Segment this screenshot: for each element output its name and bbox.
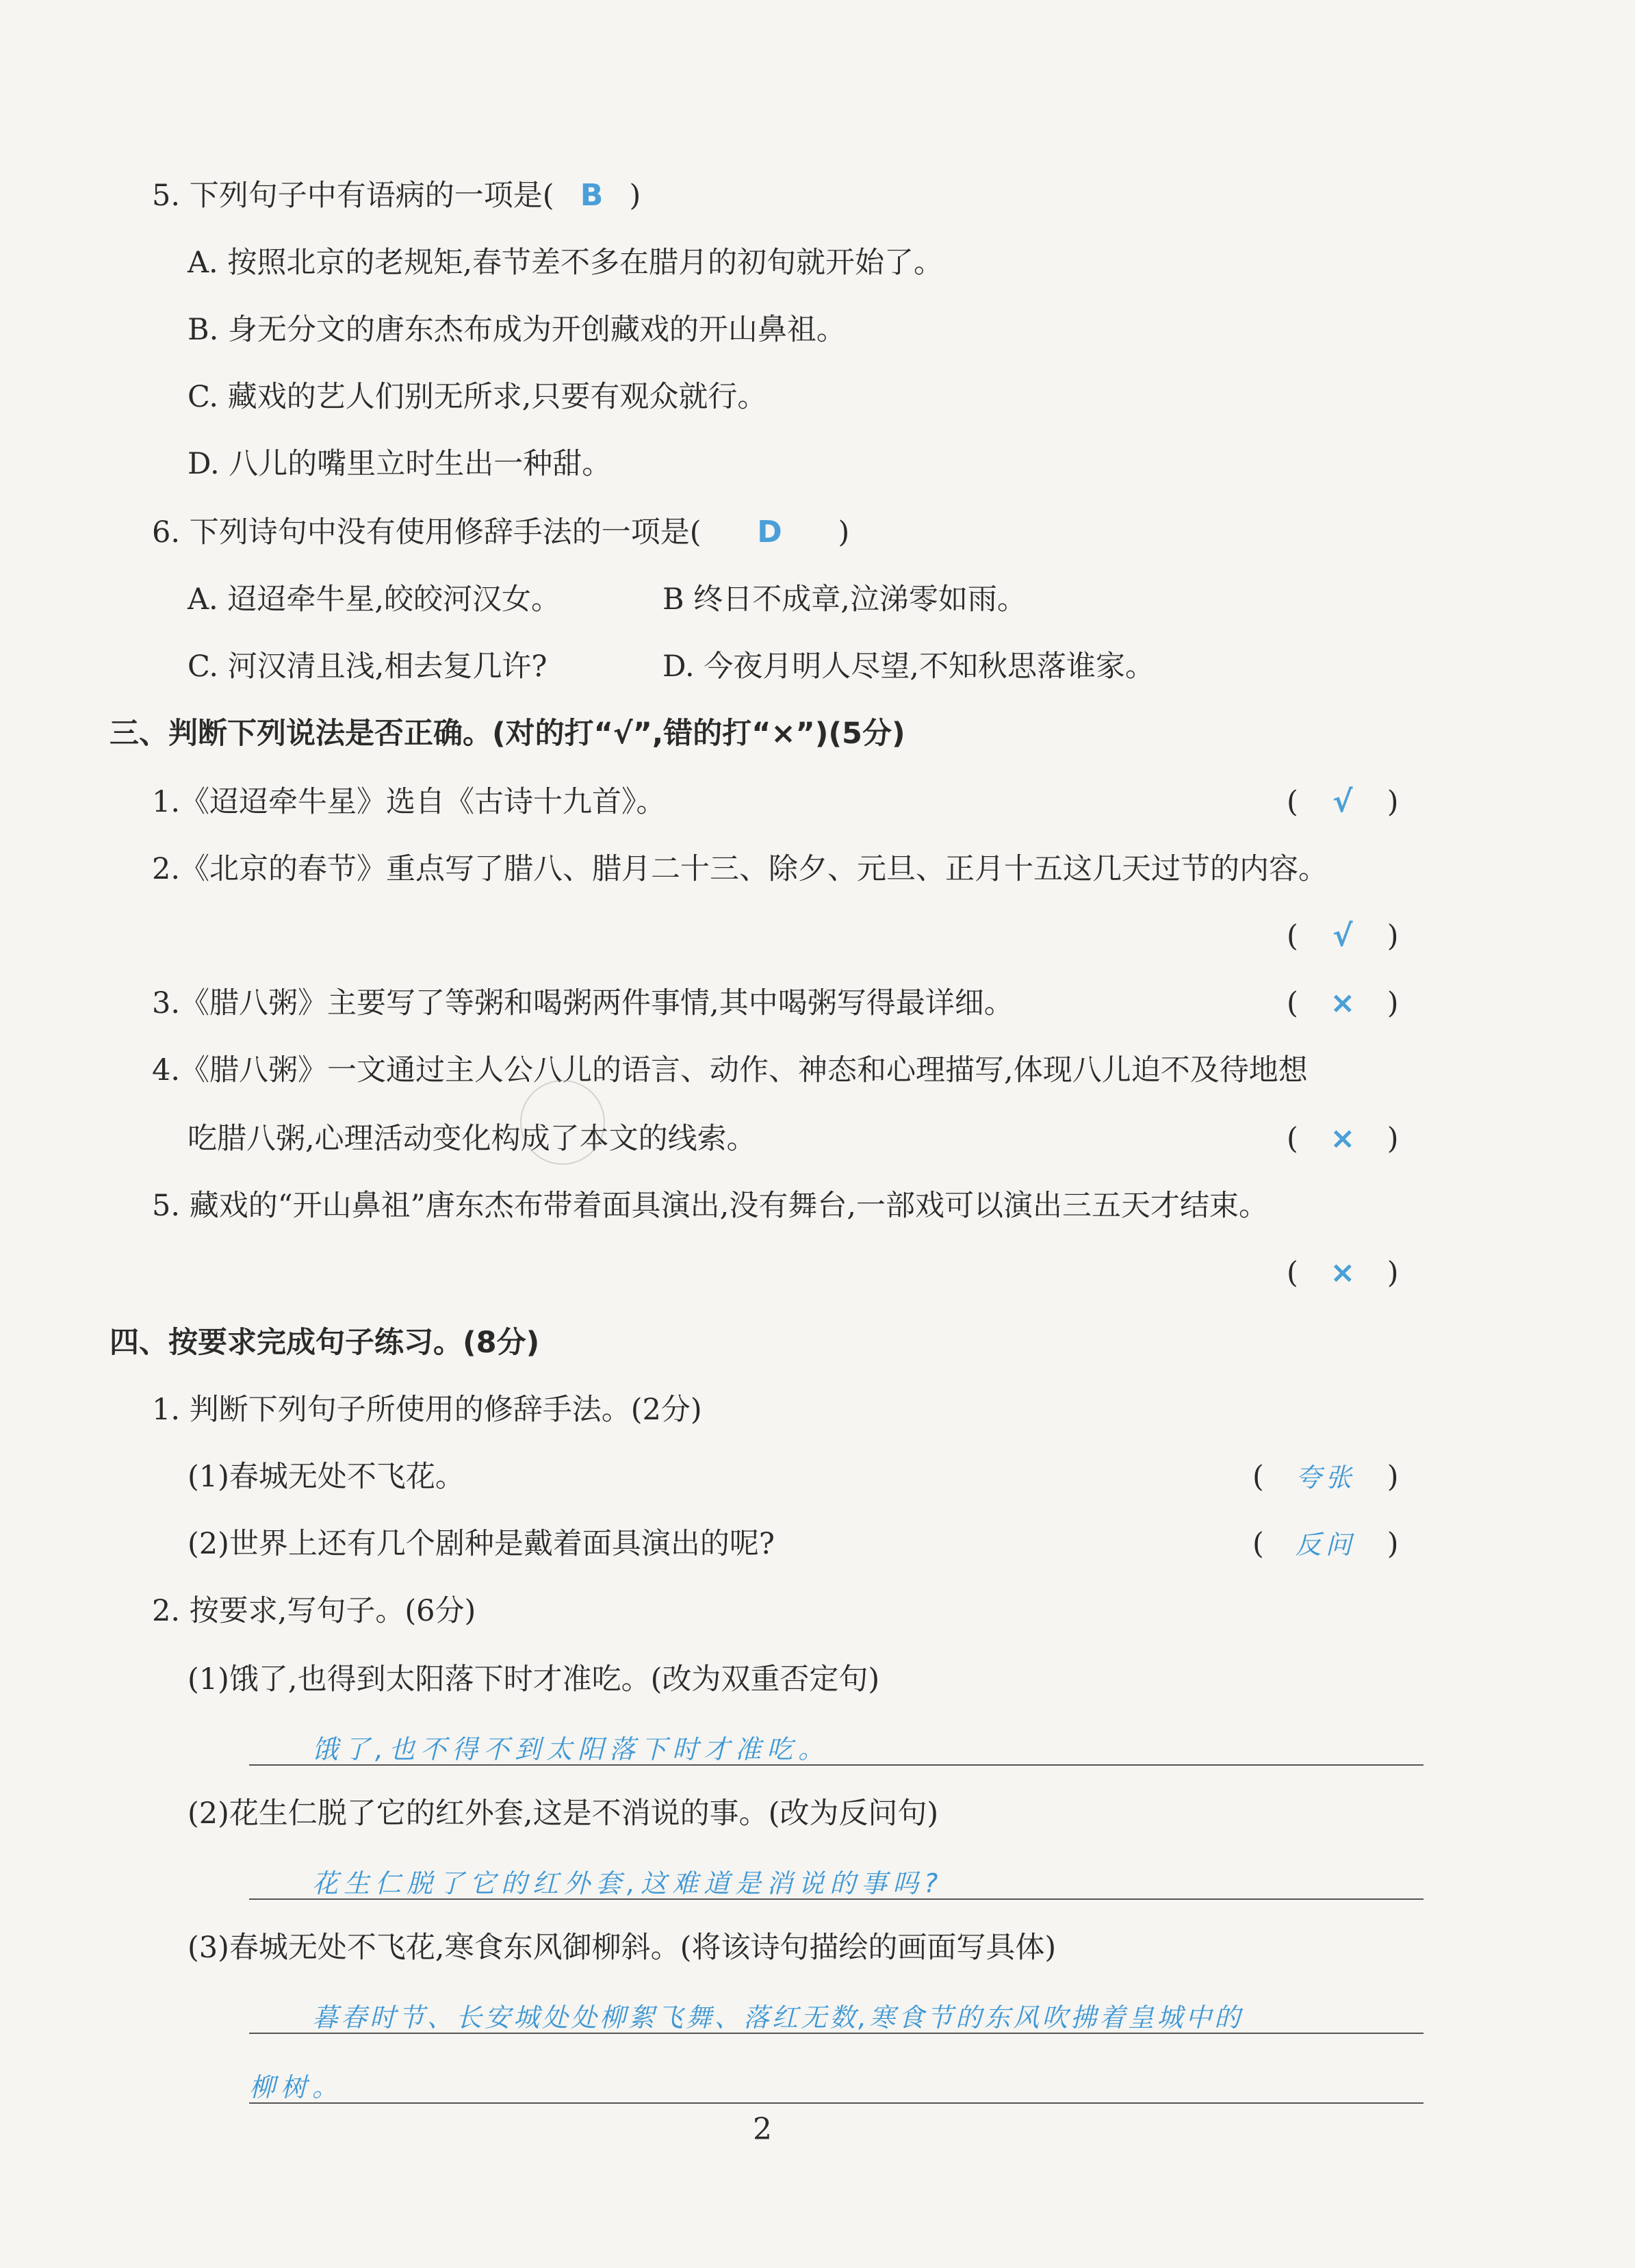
sec3-item-4-cont: 吃腊八粥,心理活动变化构成了本文的线索。 <box>188 1122 756 1156</box>
sec3-item-2-mark: √ <box>1333 918 1353 953</box>
sec3-item-1-answer-box: ( √ ) <box>1287 782 1399 823</box>
answer-line-2 <box>249 1898 1424 1900</box>
sec4-p2-sentence-1: (1)饿了,也得到太阳落下时才准吃。(改为双重否定句) <box>188 1662 880 1697</box>
section-3-title: 三、判断下列说法是否正确。(对的打“√”,错的打“×”)(5分) <box>110 717 905 751</box>
answer-line-1 <box>249 1764 1424 1766</box>
sec3-item-5-mark: × <box>1330 1255 1356 1290</box>
section-4-title: 四、按要求完成句子练习。(8分) <box>110 1326 540 1360</box>
sec3-item-1: 1.《迢迢牵牛星》选自《古诗十九首》。 <box>152 785 666 819</box>
sec3-item-1-mark: √ <box>1333 784 1353 819</box>
sec4-p1-answer-1-box: ( 夸张 ) <box>1252 1456 1399 1498</box>
sec3-item-5-answer-box: ( × ) <box>1287 1252 1399 1293</box>
q5-option-a: A. 按照北京的老规矩,春节差不多在腊月的初旬就开始了。 <box>188 246 944 280</box>
sec4-p2-sentence-3: (3)春城无处不飞花,寒食东风御柳斜。(将该诗句描绘的画面写具体) <box>188 1931 1057 1965</box>
q5-option-d: D. 八儿的嘴里立时生出一种甜。 <box>188 447 612 481</box>
sec3-item-2-answer-box: ( √ ) <box>1287 916 1399 957</box>
sec3-item-4-mark: × <box>1330 1121 1356 1156</box>
page-number: 2 <box>753 2112 772 2147</box>
sec4-p2-answer-2: 花生仁脱了它的红外套,这难道是消说的事吗? <box>312 1868 944 1898</box>
sec4-part-1-title: 1. 判断下列句子所使用的修辞手法。(2分) <box>152 1393 702 1427</box>
q6-option-d: D. 今夜月明人尽望,不知秋思落谁家。 <box>662 649 1155 684</box>
sec3-item-5: 5. 藏戏的“开山鼻祖”唐东杰布带着面具演出,没有舞台,一部戏可以演出三五天才结束。 <box>152 1189 1268 1223</box>
sec3-item-3-answer-box: ( × ) <box>1287 983 1399 1024</box>
watermark-stamp <box>520 1080 605 1165</box>
sec3-item-4: 4.《腊八粥》一文通过主人公八儿的语言、动作、神态和心理描写,体现八儿迫不及待地想 <box>152 1053 1308 1087</box>
q5-option-c: C. 藏戏的艺人们别无所求,只要有观众就行。 <box>188 380 767 414</box>
sec4-p2-answer-3-line-2: 柳树。 <box>249 2072 344 2102</box>
sec4-p1-sentence-1: (1)春城无处不飞花。 <box>188 1460 465 1494</box>
q5-option-b: B. 身无分文的唐东杰布成为开创藏戏的开山鼻祖。 <box>188 313 846 347</box>
q6-answer: D <box>757 515 782 550</box>
sec3-item-3: 3.《腊八粥》主要写了等粥和喝粥两件事情,其中喝粥写得最详细。 <box>152 986 1014 1020</box>
sec3-item-2: 2.《北京的春节》重点写了腊八、腊月二十三、除夕、元旦、正月十五这几天过节的内容。 <box>152 852 1328 886</box>
q6-option-c: C. 河汉清且浅,相去复几许? <box>188 649 548 684</box>
sec4-part-2-title: 2. 按要求,写句子。(6分) <box>152 1594 476 1628</box>
q5-answer: B <box>580 178 604 213</box>
answer-line-3 <box>249 2033 1424 2034</box>
sec4-p1-answer-1: 夸张 <box>1295 1462 1356 1493</box>
sec4-p1-sentence-2: (2)世界上还有几个剧种是戴着面具演出的呢? <box>188 1527 775 1561</box>
sec4-p1-answer-2-box: ( 反问 ) <box>1252 1523 1399 1565</box>
sec4-p2-sentence-2: (2)花生仁脱了它的红外套,这是不消说的事。(改为反问句) <box>188 1796 939 1831</box>
q6-option-a: A. 迢迢牵牛星,皎皎河汉女。 <box>188 582 561 617</box>
q6-stem: 6. 下列诗句中没有使用修辞手法的一项是( D ) <box>152 512 849 553</box>
sec3-item-4-answer-box: ( × ) <box>1287 1118 1399 1159</box>
sec4-p2-answer-3-line-1: 暮春时节、长安城处处柳絮飞舞、落红无数,寒食节的东风吹拂着皇城中的 <box>312 2002 1244 2033</box>
answer-line-4 <box>249 2102 1424 2104</box>
sec4-p2-answer-1: 饿了,也不得不到太阳落下时才准吃。 <box>312 1734 830 1764</box>
sec3-item-3-mark: × <box>1330 985 1356 1020</box>
q6-option-b: B 终日不成章,泣涕零如雨。 <box>662 582 1027 617</box>
q5-stem: 5. 下列句子中有语病的一项是( B ) <box>152 175 641 216</box>
sec4-p1-answer-2: 反问 <box>1295 1530 1356 1560</box>
